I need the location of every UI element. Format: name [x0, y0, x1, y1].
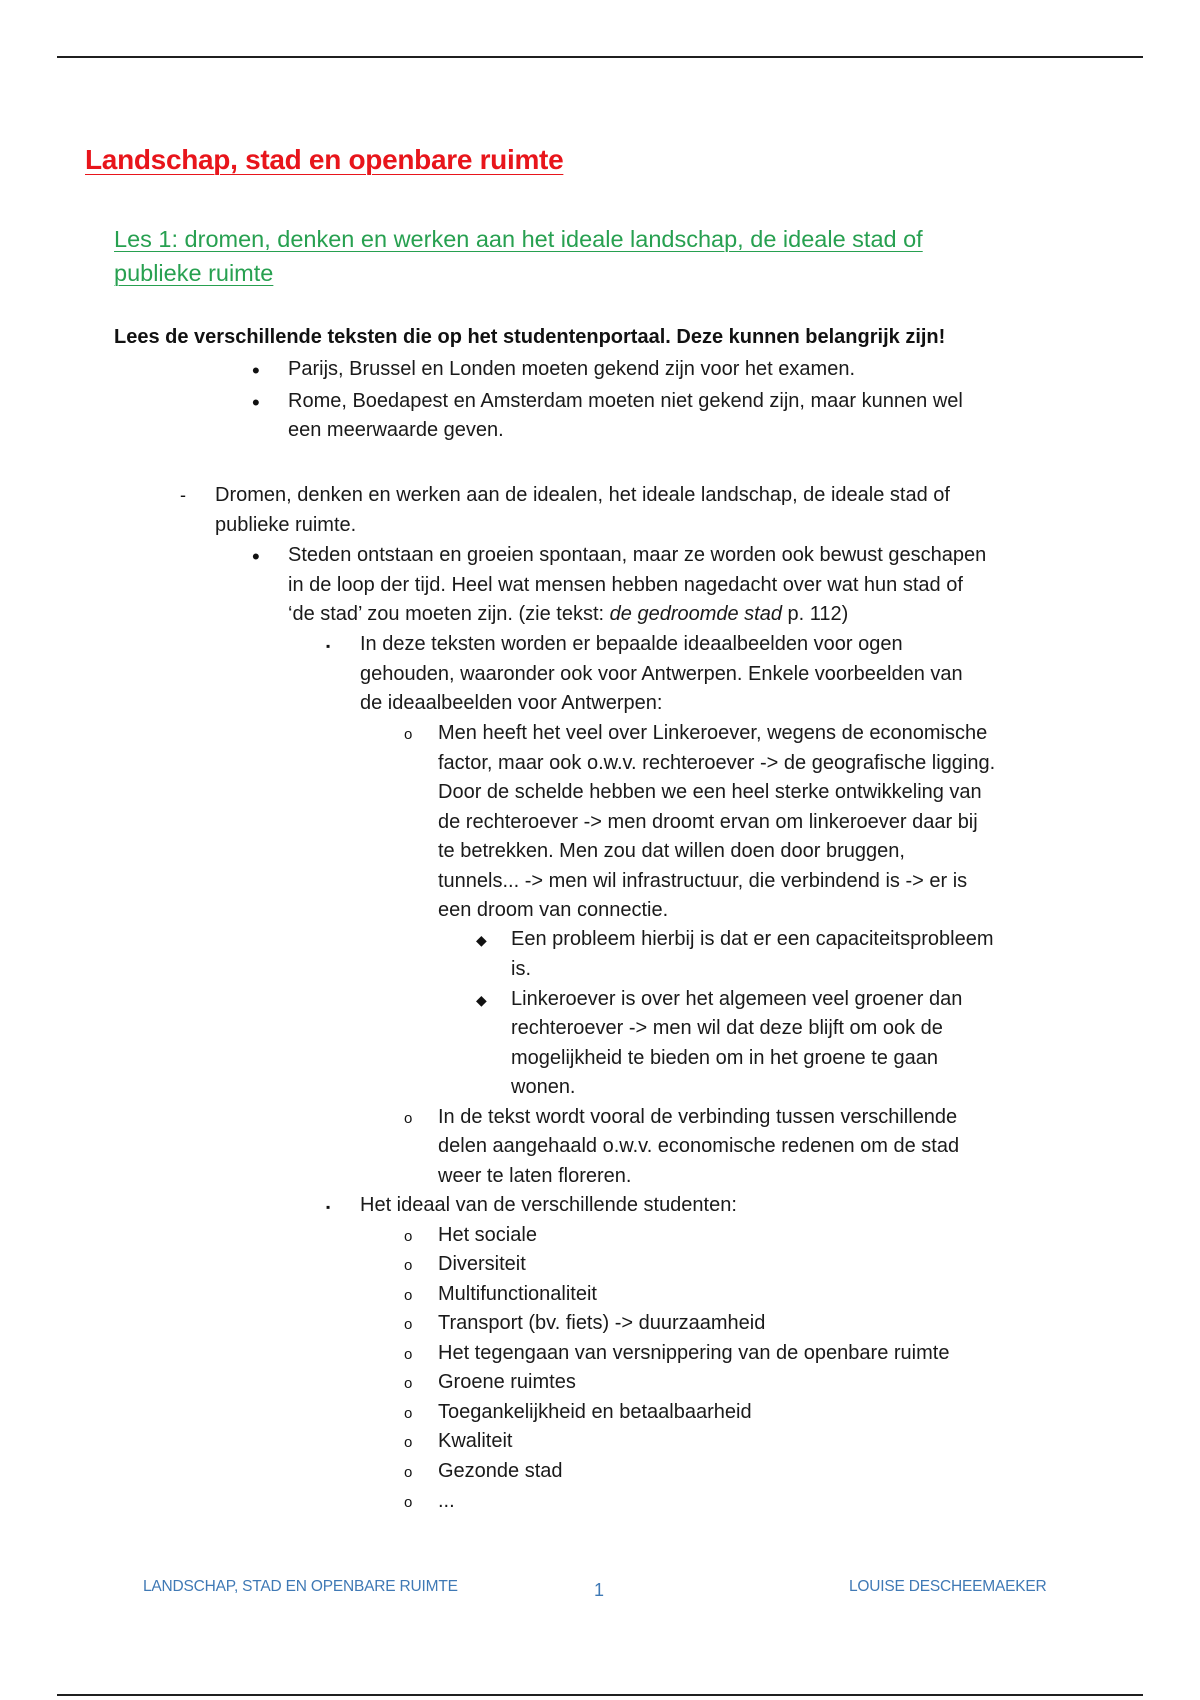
- bullet-dot-icon: •: [252, 390, 260, 415]
- ideal-item: Diversiteit: [438, 1253, 526, 1275]
- list-item-continuation: tunnels... -> men wil infrastructuur, die verbindend is -> er is: [438, 870, 968, 892]
- list-item-continuation: Door de schelde hebben we een heel sterke ontwikkeling van: [438, 781, 982, 803]
- list-item: Het ideaal van de verschillende studenten:: [360, 1194, 737, 1216]
- ideal-item: Multifunctionaliteit: [438, 1283, 597, 1305]
- list-item: Men heeft het veel over Linkeroever, wegens de economische: [438, 722, 988, 744]
- ideal-item: Kwaliteit: [438, 1430, 513, 1452]
- bullet-dot-icon: •: [252, 358, 260, 383]
- bullet-circle-icon: o: [404, 1287, 413, 1304]
- bullet-dot-icon: •: [252, 544, 260, 569]
- list-item-continuation: factor, maar ook o.w.v. rechteroever -> de geografische ligging.: [438, 752, 996, 774]
- bullet-circle-icon: o: [404, 1257, 413, 1274]
- list-item-continuation: te betrekken. Men zou dat willen doen door bruggen,: [438, 840, 905, 862]
- list-item-continuation: de ideaalbeelden voor Antwerpen:: [360, 692, 663, 714]
- footer-author: LOUISE DESCHEEMAEKER: [849, 1578, 1047, 1595]
- list-item: Rome, Boedapest en Amsterdam moeten niet gekend zijn, maar kunnen wel: [288, 390, 963, 412]
- ideal-item: Gezonde stad: [438, 1460, 563, 1482]
- ideal-item: Het sociale: [438, 1224, 537, 1246]
- list-item-continuation: publieke ruimte.: [215, 514, 357, 536]
- list-item-continuation: in de loop der tijd. Heel wat mensen hebben nagedacht over wat hun stad of: [288, 574, 963, 596]
- lesson-heading-line: Les 1: dromen, denken en werken aan het ideale landschap, de ideale stad of: [114, 226, 923, 252]
- bullet-square-icon: ▪: [326, 1200, 331, 1214]
- bullet-circle-icon: o: [404, 1375, 413, 1392]
- bullet-circle-icon: o: [404, 726, 413, 743]
- list-item: Een probleem hierbij is dat er een capaciteitsprobleem: [511, 928, 994, 950]
- list-item-continuation: de rechteroever -> men droomt ervan om linkeroever daar bij: [438, 811, 978, 833]
- bullet-diamond-icon: ◆: [476, 932, 487, 948]
- bullet-circle-icon: o: [404, 1228, 413, 1245]
- list-item: In de tekst wordt vooral de verbinding tussen verschillende: [438, 1106, 958, 1128]
- header-rule: [57, 56, 1143, 58]
- reference-title: de gedroomde stad: [609, 603, 782, 625]
- text-span: p. 112): [781, 603, 849, 625]
- lesson-heading: [114, 222, 1014, 290]
- list-item: Steden ontstaan en groeien spontaan, maar ze worden ook bewust geschapen: [288, 544, 987, 566]
- footer-rule: [57, 1694, 1143, 1696]
- list-item: Parijs, Brussel en Londen moeten gekend zijn voor het examen.: [288, 358, 856, 380]
- list-item-continuation: mogelijkheid te bieden om in het groene te gaan: [511, 1047, 938, 1069]
- list-item-continuation: [288, 600, 848, 629]
- ideal-item: Groene ruimtes: [438, 1371, 576, 1393]
- bullet-circle-icon: o: [404, 1316, 413, 1333]
- bullet-circle-icon: o: [404, 1494, 413, 1511]
- list-item-continuation: een meerwaarde geven.: [288, 419, 504, 441]
- ideal-item: Toegankelijkheid en betaalbaarheid: [438, 1401, 752, 1423]
- ideal-item: Transport (bv. fiets) -> duurzaamheid: [438, 1312, 766, 1334]
- bullet-diamond-icon: ◆: [476, 992, 487, 1008]
- bullet-circle-icon: o: [404, 1464, 413, 1481]
- list-item: Dromen, denken en werken aan de idealen, het ideale landschap, de ideale stad of: [215, 484, 950, 506]
- ideal-item: Het tegengaan van versnippering van de openbare ruimte: [438, 1342, 950, 1364]
- bullet-square-icon: ▪: [326, 639, 331, 653]
- list-item-continuation: is.: [511, 958, 531, 980]
- bullet-circle-icon: o: [404, 1110, 413, 1127]
- lesson-heading-line: publieke ruimte: [114, 260, 274, 286]
- list-item: In deze teksten worden er bepaalde ideaalbeelden voor ogen: [360, 633, 903, 655]
- list-item-continuation: gehouden, waaronder ook voor Antwerpen. Enkele voorbeelden van: [360, 663, 963, 685]
- dash-marker: -: [180, 485, 186, 505]
- document-title: Landschap, stad en openbare ruimte: [85, 144, 564, 175]
- list-item-continuation: wonen.: [511, 1076, 576, 1098]
- list-item-continuation: delen aangehaald o.w.v. economische redenen om de stad: [438, 1135, 960, 1157]
- bullet-circle-icon: o: [404, 1405, 413, 1422]
- list-item-continuation: rechteroever -> men wil dat deze blijft om ook de: [511, 1017, 943, 1039]
- page-number: 1: [594, 1580, 604, 1600]
- bullet-circle-icon: o: [404, 1346, 413, 1363]
- footer-course-title: LANDSCHAP, STAD EN OPENBARE RUIMTE: [143, 1578, 458, 1595]
- ideal-item: ...: [438, 1490, 455, 1512]
- bullet-circle-icon: o: [404, 1434, 413, 1451]
- text-span: ‘de stad’ zou moeten zijn. (zie tekst:: [288, 603, 610, 625]
- list-item-continuation: een droom van connectie.: [438, 899, 669, 921]
- list-item-continuation: weer te laten floreren.: [438, 1165, 632, 1187]
- intro-note: Lees de verschillende teksten die op het studentenportaal. Deze kunnen belangrijk zijn!: [114, 326, 946, 348]
- list-item: Linkeroever is over het algemeen veel groener dan: [511, 988, 963, 1010]
